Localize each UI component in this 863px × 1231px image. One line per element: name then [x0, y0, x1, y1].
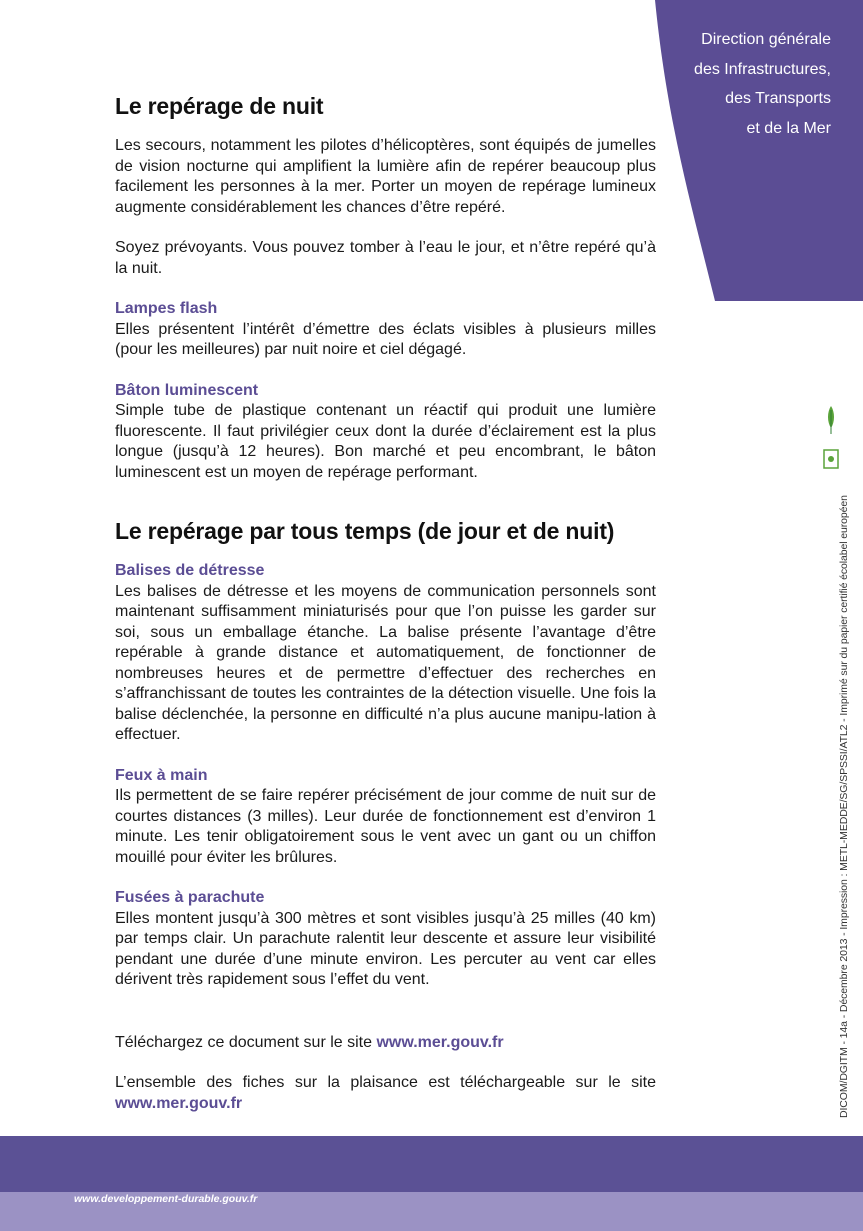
distress-beacons-text: Les balises de détresse et les moyens de communication personnels sont maintenant suffisamment miniaturisés pour que l’on puisse les garder sur soi, sous un emballage étanche. La balise présente l’avantage d’être repérable à grande distance et automatiquement, de fonctionner de nombreuses heures et de permettre d’effectuer des recherches en s’affranchissant de toutes les contraintes de la détection visuelle. Une fois la balise déclenchée, la personne en difficulté n’a plus aucune manipu-lation à effectuer. [115, 582, 656, 743]
subheading-glow-stick: Bâton luminescent [115, 381, 259, 399]
hand-flares-text: Ils permettent de se faire repérer précisément de jour comme de nuit sur de courtes distances (3 milles). Leur durée de fonctionnement est d’environ 1 minute. Les tenir obligatoirement sous le vent avec un gant ou un chiffon mouillé pour éviter les brûlures. [115, 787, 656, 866]
flash-lamps-text: Elles présentent l’intérêt d’émettre des éclats visibles à plusieurs milles (pour les meilleures) par nuit noire et ciel dégagé. [115, 320, 656, 358]
footer-website-link[interactable]: www.developpement-durable.gouv.fr [74, 1193, 258, 1205]
directorate-line: Direction générale [701, 31, 831, 48]
directorate-line: des Transports [725, 90, 831, 107]
footer-band-dark [0, 1136, 863, 1192]
main-content [115, 90, 656, 1114]
subheading-hand-flares: Feux à main [115, 766, 208, 784]
download-line [115, 1033, 656, 1054]
vertical-imprint-text: DICOM/DGITM - 14a - Décembre 2013 - Impression : METL-MEDDE/SG/SPSSI/ATL2 - Imprimé sur du papier certifié écolabel européen [838, 495, 850, 1118]
directorate-line: des Infrastructures, [694, 60, 831, 78]
directorate-name [631, 25, 831, 143]
all-sheets-line [115, 1073, 656, 1114]
subheading-distress-beacons: Balises de détresse [115, 562, 265, 579]
glow-stick-text: Simple tube de plastique contenant un réactif qui produit une lumière fluorescente. Il faut privilégier ceux dont la durée d’éclairement est la plus longue (jusqu’à 12 heures). Bon marché et peu encombrant, le bâton luminescent est un moyen de repérage performant. [115, 402, 656, 481]
subheading-flash-lamps: Lampes flash [115, 300, 218, 317]
all-sheets-text: L’ensemble des fiches sur la plaisance est téléchargeable sur le site [115, 1074, 656, 1091]
directorate-line: et de la Mer [746, 119, 831, 137]
night-intro-paragraph: Les secours, notamment les pilotes d’hélicoptères, sont équipés de jumelles de vision nocturne qui amplifient la lumière afin de repérer beaucoup plus facilement les personnes à la mer. Porter un moyen de repérage lumineux augmente considérablement les chances d’être repéré. [115, 137, 656, 216]
section-title-night: Le repérage de nuit [115, 93, 324, 119]
parachute-rockets-text: Elles montent jusqu’à 300 mètres et sont visibles jusqu’à 25 milles (40 km) par temps clair. Un parachute ralentit leur descente et assure leur visibilité pendant une durée d’une minute environ. Les percuter au vent car elles dérivent très rapidement sous l’effet du vent. [115, 909, 656, 988]
download-link[interactable]: www.mer.gouv.fr [376, 1033, 504, 1051]
subheading-parachute-rockets: Fusées à parachute [115, 889, 265, 906]
ecolabel-logo-icon [820, 400, 842, 472]
night-advice-paragraph: Soyez prévoyants. Vous pouvez tomber à l’eau le jour, et n’être repéré qu’à la nuit. [115, 239, 656, 277]
all-sheets-link[interactable]: www.mer.gouv.fr [115, 1094, 243, 1112]
section-title-all-weather: Le repérage par tous temps (de jour et de nuit) [115, 518, 615, 544]
download-text: Téléchargez ce document sur le site [115, 1033, 377, 1051]
